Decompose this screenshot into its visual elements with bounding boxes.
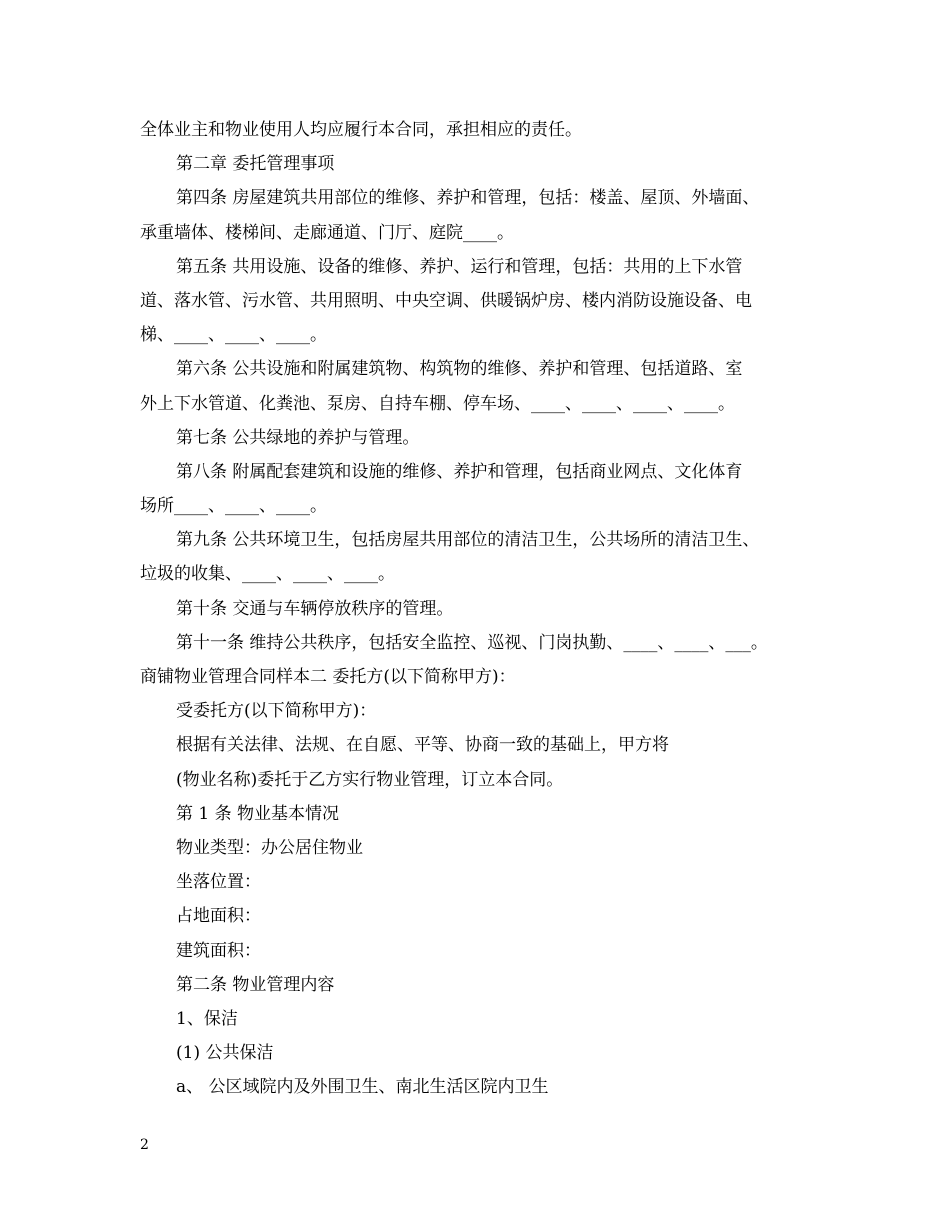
article-6-line-2: 外上下水管道、化粪池、泵房、自持车棚、停车场、____、____、____、____。 bbox=[140, 393, 735, 414]
basis-line-1: 根据有关法律、法规、在自愿、平等、协商一致的基础上，甲方将 bbox=[176, 735, 669, 756]
article-11: 第十一条 维持公共秩序，包括安全监控、巡视、门岗执勤、____、____、___。 bbox=[176, 632, 768, 653]
article-4-line-1: 第四条 房屋建筑共用部位的维修、养护和管理，包括：楼盖、屋顶、外墙面、 bbox=[176, 188, 760, 209]
article-1-heading: 第 1 条 物业基本情况 bbox=[176, 803, 340, 824]
article-5-line-3: 梯、____、____、____。 bbox=[140, 325, 327, 346]
cleaning-heading: 1、保洁 bbox=[176, 1008, 238, 1029]
chapter-heading: 第二章 委托管理事项 bbox=[176, 154, 335, 175]
public-cleaning-heading: (1) 公共保洁 bbox=[176, 1043, 274, 1064]
sample-two-heading: 商铺物业管理合同样本二 委托方(以下简称甲方)： bbox=[140, 667, 516, 687]
article-7: 第七条 公共绿地的养护与管理。 bbox=[176, 427, 420, 448]
property-location: 坐落位置： bbox=[176, 872, 261, 893]
land-area: 占地面积： bbox=[176, 906, 261, 927]
building-area: 建筑面积： bbox=[176, 940, 261, 961]
article-9-line-2: 垃圾的收集、____、____、____。 bbox=[140, 564, 395, 585]
property-type: 物业类型：办公居住物业 bbox=[176, 837, 363, 858]
paragraph-line: 全体业主和物业使用人均应履行本合同，承担相应的责任。 bbox=[140, 120, 582, 140]
article-8-line-1: 第八条 附属配套建筑和设施的维修、养护和管理，包括商业网点、文化体育 bbox=[176, 461, 743, 482]
article-9-line-1: 第九条 公共环境卫生，包括房屋共用部位的清洁卫生，公共场所的清洁卫生、 bbox=[176, 530, 760, 551]
article-5-line-1: 第五条 共用设施、设备的维修、养护、运行和管理，包括：共用的上下水管 bbox=[176, 256, 743, 277]
basis-line-2: (物业名称)委托于乙方实行物业管理，订立本合同。 bbox=[176, 769, 564, 790]
article-5-line-2: 道、落水管、污水管、共用照明、中央空调、供暖锅炉房、楼内消防设施设备、电 bbox=[140, 290, 752, 311]
article-4-line-2: 承重墙体、楼梯间、走廊通道、门厅、庭院____。 bbox=[140, 222, 514, 243]
article-2-heading: 第二条 物业管理内容 bbox=[176, 974, 335, 995]
page-number: 2 bbox=[140, 1137, 149, 1153]
article-8-line-2: 场所____、____、____。 bbox=[140, 496, 327, 517]
document-body bbox=[140, 113, 820, 1104]
cleaning-item-a: a、 公区域院内及外围卫生、南北生活区院内卫生 bbox=[176, 1077, 549, 1098]
article-10: 第十条 交通与车辆停放秩序的管理。 bbox=[176, 598, 454, 619]
entrusted-party: 受委托方(以下简称甲方)： bbox=[176, 701, 377, 722]
article-6-line-1: 第六条 公共设施和附属建筑物、构筑物的维修、养护和管理、包括道路、室 bbox=[176, 359, 743, 380]
